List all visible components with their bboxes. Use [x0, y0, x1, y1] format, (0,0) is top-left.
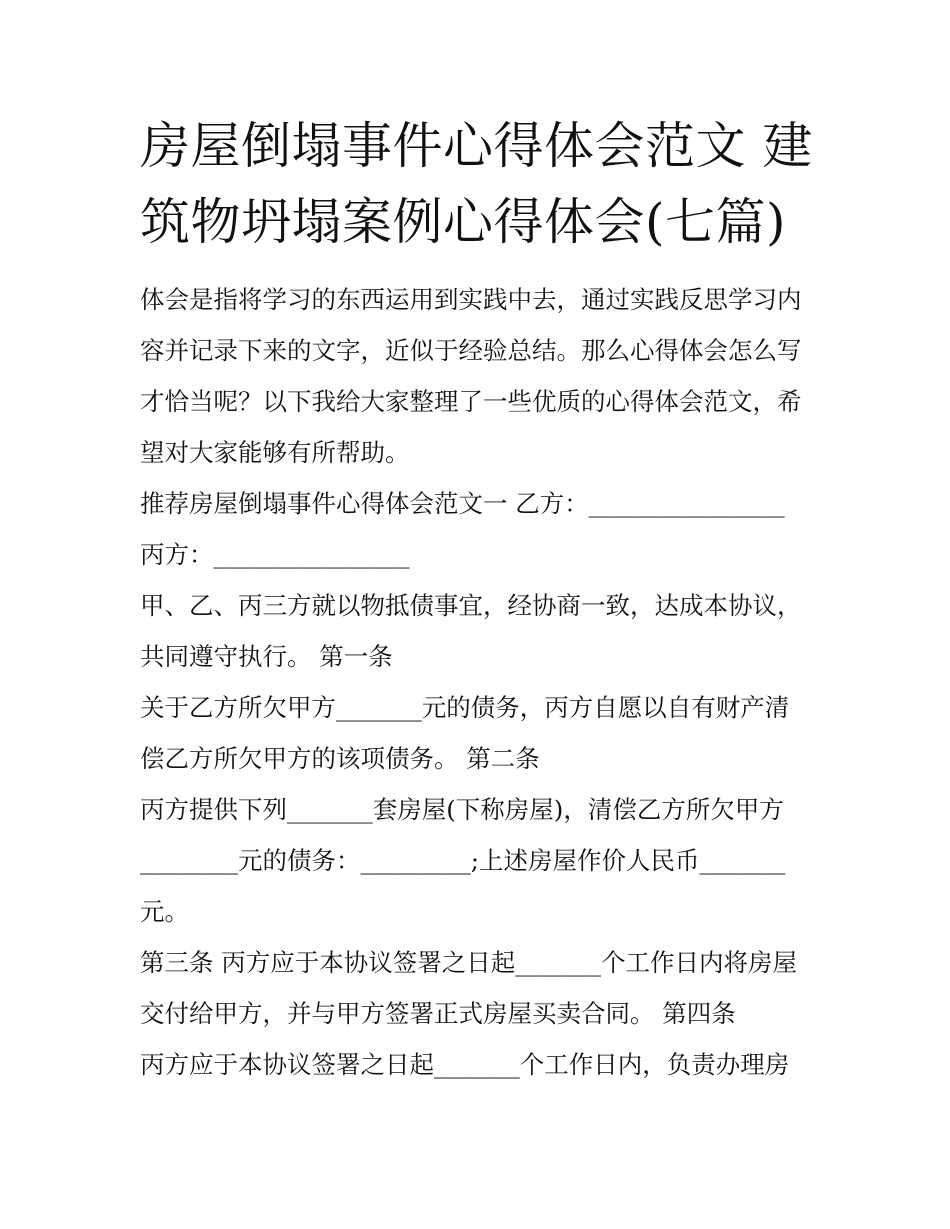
body-line: 甲、乙、丙三方就以物抵债事宜，经协商一致，达成本协议，: [140, 591, 802, 620]
body-line: 交付给甲方，并与甲方签署正式房屋买卖合同。 第四条: [140, 999, 736, 1028]
title-line-2: 筑物坍塌案例心得体会(七篇): [140, 193, 787, 251]
body-line: 体会是指将学习的东西运用到实践中去，通过实践反思学习内: [140, 285, 802, 314]
body-line: 元。: [140, 897, 189, 926]
body-line: 第三条 丙方应于本协议签署之日起_______个工作日内将房屋: [140, 948, 798, 977]
body-line: 推荐房屋倒塌事件心得体会范文一 乙方：________________: [140, 489, 785, 518]
title-line-1: 房屋倒塌事件心得体会范文 建: [140, 117, 813, 175]
body-line: 望对大家能够有所帮助。: [140, 438, 410, 467]
body-line: 丙方提供下列_______套房屋(下称房屋)，清偿乙方所欠甲方: [140, 795, 784, 824]
body-line: 丙方应于本协议签署之日起_______个工作日内，负责办理房: [140, 1050, 790, 1079]
body-line: 共同遵守执行。 第一条: [140, 642, 393, 671]
body-line: 偿乙方所欠甲方的该项债务。 第二条: [140, 744, 540, 773]
body-line: 容并记录下来的文字，近似于经验总结。那么心得体会怎么写: [140, 336, 802, 365]
body-line: 丙方：________________: [140, 540, 410, 569]
document-title: [140, 108, 820, 260]
body-line: ________元的债务：_________;上述房屋作价人民币_______: [140, 846, 786, 875]
body-line: 才恰当呢？以下我给大家整理了一些优质的心得体会范文，希: [140, 387, 802, 416]
body-line: 关于乙方所欠甲方_______元的债务，丙方自愿以自有财产清: [140, 693, 790, 722]
